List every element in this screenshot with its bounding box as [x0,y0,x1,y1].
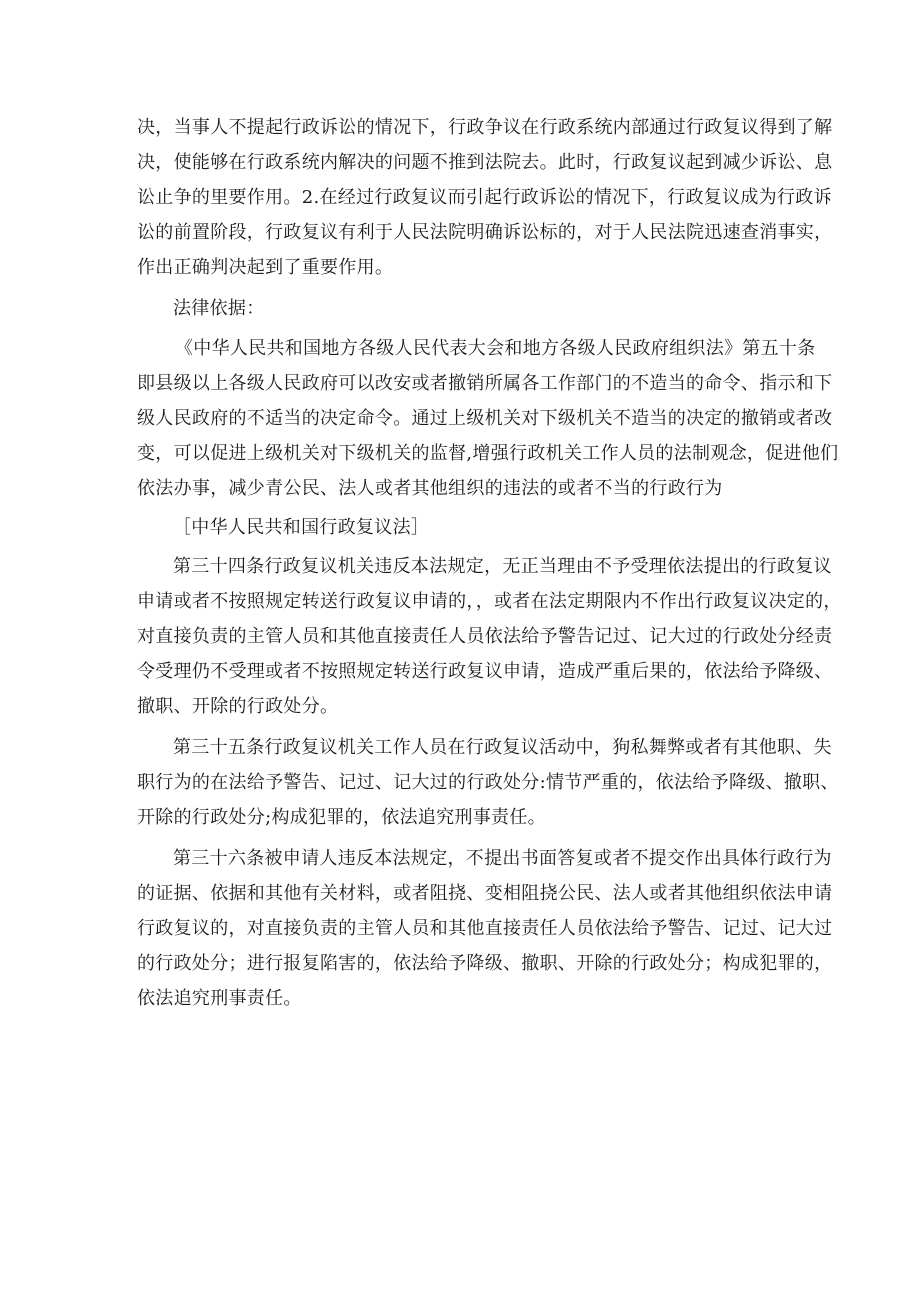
text-line: 行政复议的，对直接负责的主管人员和其他直接责任人员依法给予警告、记过、记大过 [137,918,833,939]
text-line: 即县级以上各级人民政府可以改安或者撤销所属各工作部门的不造当的命令、指示和下 [137,373,833,394]
text-line: 职行为的在法给予警告、记过、记大过的行政处分:情节严重的，依法给予降级、撤职、 [137,772,839,793]
text-line: 申请或者不按照规定转送行政复议申请的，，或者在法定期限内不作出行政复议决定的， [137,591,842,612]
text-line: 的行政处分；进行报复陷害的，依法给予降级、撤职、开除的行政处分；构成犯罪的， [137,953,833,974]
text-line: 变，可以促进上级机关对下级机关的监督,增强行政机关工作人员的法制观念，促进他们 [137,443,839,464]
text-line: 第三十六条被申请人违反本法规定，不提出书面答复或者不提交作出具体行政行为 [173,848,832,869]
text-line: 第三十五条行政复议机关工作人员在行政复议活动中，狗私舞弊或者有其他职、失 [173,737,832,758]
text-line: 的证据、依据和其他有关材料，或者阻挠、变相阻挠公民、法人或者其他组织依法申请 [137,883,833,904]
text-line: 开除的行政处分;构成犯罪的，依法追究刑事责任。 [137,807,546,828]
text-line: 决，当事人不提起行政诉讼的情况下，行政争议在行政系统内部通过行政复议得到了解 [137,117,833,138]
text-line: 令受理仍不受理或者不按照规定转送行政复议申请，造成严重后果的，依法给予降级、 [137,661,833,682]
text-line: 撤职、开除的行政处分。 [137,696,339,717]
section-heading: 法律依据： [173,298,265,319]
text-line: 依法办事，减少青公民、法人或者其他组织的违法的或者不当的行政行为 [137,478,723,499]
text-line: 第三十四条行政复议机关违反本法规定，无正当理由不予受理依法提出的行政复议 [173,556,832,577]
text-line: 讼的前置阶段，行政复议有利于人民法院明确诉讼标的，对于人民法院迅速查消事实， [137,222,833,243]
text-line: 决，使能够在行政系统内解决的问题不推到法院去。此时，行政复议起到减少诉讼、息 [137,152,833,173]
text-line: 讼止争的里要作用。2.在经过行政复议而引起行政诉讼的情况下，行政复议成为行政诉 [137,187,832,208]
text-line: 依法追究刑事责任。 [137,988,302,1009]
law-title: ［中华人民共和国行政复议法］ [173,517,430,538]
text-line: 级人民政府的不适当的决定命令。通过上级机关对下级机关不造当的决定的撤销或者改 [137,408,833,429]
text-line: 对直接负责的主管人员和其他直接责任人员依法给予警告记过、记大过的行政处分经责 [137,626,833,647]
text-line: 《中华人民共和国地方各级人民代表大会和地方各级人民政府组织法》第五十条 [175,338,816,359]
text-line: 作出正确判决起到了重要作用。 [137,257,394,278]
